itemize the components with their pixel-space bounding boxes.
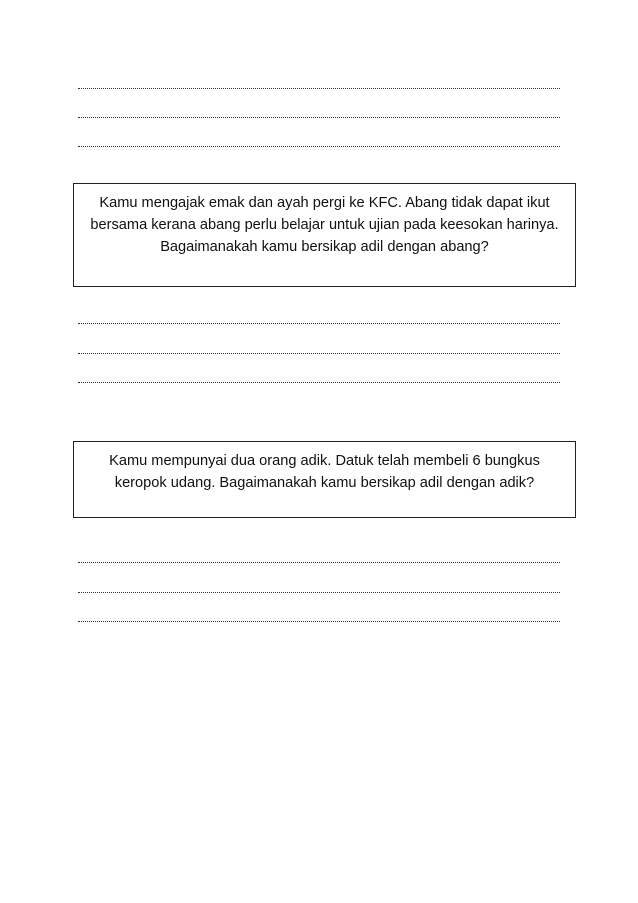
answer-line[interactable] xyxy=(78,146,560,147)
answer-line[interactable] xyxy=(78,353,560,354)
answer-line[interactable] xyxy=(78,592,560,593)
question-box-2 xyxy=(73,441,576,518)
question-1-text: Kamu mengajak emak dan ayah pergi ke KFC. Abang tidak dapat ikut bersama kerana abang perlu belajar untuk ujian pada keesokan harinya. Bagaimanakah kamu bersikap adil dengan abang? xyxy=(90,195,559,255)
question-2-text: Kamu mempunyai dua orang adik. Datuk telah membeli 6 bungkus keropok udang. Bagaimanakah kamu bersikap adil dengan adik? xyxy=(109,453,540,491)
answer-line[interactable] xyxy=(78,382,560,383)
answer-line[interactable] xyxy=(78,117,560,118)
answer-line[interactable] xyxy=(78,621,560,622)
question-box-1 xyxy=(73,183,576,287)
answer-line[interactable] xyxy=(78,323,560,324)
answer-line[interactable] xyxy=(78,88,560,89)
answer-line[interactable] xyxy=(78,562,560,563)
